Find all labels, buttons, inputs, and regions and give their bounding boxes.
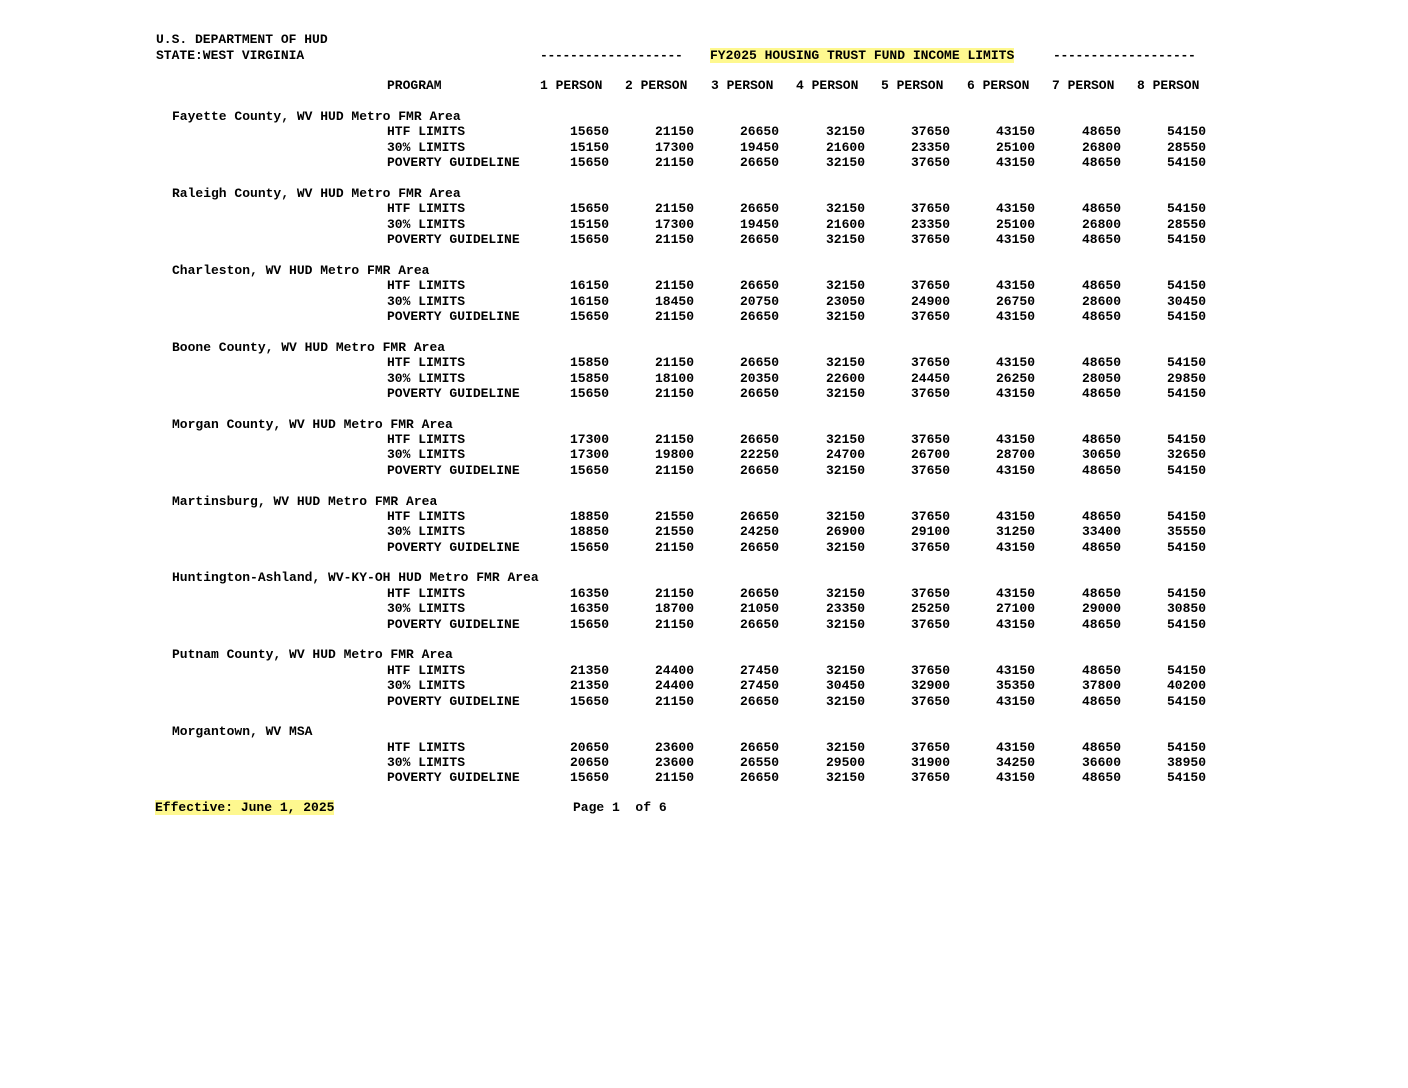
area-title: Charleston, WV HUD Metro FMR Area [172, 262, 430, 278]
limit-value: 28050 [1081, 370, 1121, 386]
limit-value: 30850 [1166, 601, 1206, 617]
limit-value: 15150 [569, 139, 609, 155]
limit-value: 15650 [569, 155, 609, 171]
limit-value: 43150 [995, 155, 1035, 171]
limit-value: 32150 [825, 385, 865, 401]
limit-value: 20650 [569, 755, 609, 770]
limit-value: 30450 [825, 678, 865, 694]
limit-value: 26700 [910, 447, 950, 463]
limit-value: 17300 [569, 432, 609, 447]
limit-value: 24700 [825, 447, 865, 463]
limit-value: 24400 [654, 662, 694, 678]
program-label: POVERTY GUIDELINE [387, 385, 520, 401]
effective-date: Effective: June 1, 2025 [155, 800, 335, 815]
limit-value: 29000 [1081, 601, 1121, 617]
limit-value: 35350 [995, 678, 1035, 694]
limit-value: 21050 [739, 601, 779, 617]
limit-value: 43150 [995, 585, 1035, 601]
limit-value: 31900 [910, 755, 950, 770]
limit-value: 32150 [825, 739, 865, 755]
limit-value: 21550 [654, 524, 694, 540]
limit-value: 43150 [995, 124, 1035, 140]
limit-value: 37650 [910, 616, 950, 632]
column-header-4-person: 4 PERSON [796, 78, 859, 93]
column-header-6-person: 6 PERSON [967, 78, 1030, 93]
limit-value: 37650 [910, 739, 950, 755]
program-label: HTF LIMITS [387, 278, 466, 294]
area-title: Morgan County, WV HUD Metro FMR Area [172, 416, 453, 432]
program-label: 30% LIMITS [387, 755, 466, 770]
limit-value: 21350 [569, 662, 609, 678]
limit-value: 48650 [1081, 232, 1121, 248]
limit-value: 25100 [995, 216, 1035, 232]
limit-value: 36600 [1081, 755, 1121, 770]
limit-value: 54150 [1166, 585, 1206, 601]
limit-value: 48650 [1081, 432, 1121, 447]
limit-value: 15850 [569, 370, 609, 386]
limit-value: 43150 [995, 693, 1035, 709]
limit-value: 32150 [825, 232, 865, 248]
limit-value: 54150 [1166, 662, 1206, 678]
program-label: HTF LIMITS [387, 739, 466, 755]
limit-value: 32150 [825, 616, 865, 632]
limit-value: 21150 [654, 585, 694, 601]
limit-value: 26650 [739, 539, 779, 555]
limit-value: 32150 [825, 355, 865, 371]
program-label: POVERTY GUIDELINE [387, 155, 520, 171]
limit-value: 16150 [569, 278, 609, 294]
limit-value: 21600 [825, 216, 865, 232]
column-header-1-person: 1 PERSON [540, 78, 603, 93]
limit-value: 26800 [1081, 139, 1121, 155]
limit-value: 21150 [654, 432, 694, 447]
limit-value: 15150 [569, 216, 609, 232]
limit-value: 21550 [654, 508, 694, 524]
title-rule-left: ------------------- [540, 48, 683, 63]
area-title: Raleigh County, WV HUD Metro FMR Area [172, 185, 461, 201]
limit-value: 54150 [1166, 232, 1206, 248]
limit-value: 15650 [569, 385, 609, 401]
limit-value: 20650 [569, 739, 609, 755]
limit-value: 54150 [1166, 739, 1206, 755]
limit-value: 54150 [1166, 539, 1206, 555]
limit-value: 43150 [995, 432, 1035, 447]
limit-value: 15650 [569, 309, 609, 324]
limit-value: 23050 [825, 293, 865, 309]
program-label: POVERTY GUIDELINE [387, 770, 520, 786]
limit-value: 29500 [825, 755, 865, 770]
limit-value: 48650 [1081, 770, 1121, 786]
limit-value: 48650 [1081, 508, 1121, 524]
limit-value: 21150 [654, 124, 694, 140]
limit-value: 30450 [1166, 293, 1206, 309]
limit-value: 48650 [1081, 278, 1121, 294]
area-title: Huntington-Ashland, WV-KY-OH HUD Metro FMR Area [172, 570, 539, 586]
limit-value: 54150 [1166, 385, 1206, 401]
limit-value: 26650 [739, 355, 779, 371]
column-header-3-person: 3 PERSON [711, 78, 774, 93]
limit-value: 43150 [995, 232, 1035, 248]
limit-value: 24900 [910, 293, 950, 309]
limit-value: 54150 [1166, 508, 1206, 524]
limit-value: 43150 [995, 201, 1035, 217]
limit-value: 21150 [654, 355, 694, 371]
limit-value: 43150 [995, 662, 1035, 678]
limit-value: 26650 [739, 385, 779, 401]
limit-value: 23600 [654, 739, 694, 755]
limit-value: 25100 [995, 139, 1035, 155]
limit-value: 48650 [1081, 385, 1121, 401]
program-label: POVERTY GUIDELINE [387, 309, 520, 324]
program-label: 30% LIMITS [387, 370, 466, 386]
limit-value: 15850 [569, 355, 609, 371]
program-label: HTF LIMITS [387, 508, 466, 524]
limit-value: 37650 [910, 662, 950, 678]
limit-value: 15650 [569, 539, 609, 555]
limit-value: 17300 [569, 447, 609, 463]
program-label: HTF LIMITS [387, 124, 466, 140]
limit-value: 26650 [739, 309, 779, 324]
limit-value: 48650 [1081, 201, 1121, 217]
limit-value: 32150 [825, 770, 865, 786]
limit-value: 37650 [910, 539, 950, 555]
limit-value: 54150 [1166, 201, 1206, 217]
program-label: 30% LIMITS [387, 139, 466, 155]
limit-value: 32150 [825, 155, 865, 171]
limit-value: 32150 [825, 693, 865, 709]
limit-value: 26650 [739, 432, 779, 447]
limit-value: 43150 [995, 739, 1035, 755]
limit-value: 26650 [739, 155, 779, 171]
limit-value: 17300 [654, 216, 694, 232]
limit-value: 15650 [569, 124, 609, 140]
limit-value: 26650 [739, 508, 779, 524]
program-label: HTF LIMITS [387, 432, 466, 447]
limit-value: 37650 [910, 585, 950, 601]
limit-value: 43150 [995, 508, 1035, 524]
limit-value: 26900 [825, 524, 865, 540]
limit-value: 16150 [569, 293, 609, 309]
limit-value: 32150 [825, 462, 865, 478]
limit-value: 26650 [739, 124, 779, 140]
area-title: Putnam County, WV HUD Metro FMR Area [172, 647, 453, 663]
limit-value: 37650 [910, 770, 950, 786]
limit-value: 54150 [1166, 616, 1206, 632]
area-title: Morgantown, WV MSA [172, 724, 313, 740]
state-name: STATE:WEST VIRGINIA [156, 48, 305, 63]
program-label: HTF LIMITS [387, 355, 466, 371]
limit-value: 25250 [910, 601, 950, 617]
limit-value: 17300 [654, 139, 694, 155]
limit-value: 54150 [1166, 124, 1206, 140]
limit-value: 32150 [825, 124, 865, 140]
limit-value: 28550 [1166, 139, 1206, 155]
limit-value: 26550 [739, 755, 779, 770]
limit-value: 21150 [654, 693, 694, 709]
limit-value: 54150 [1166, 432, 1206, 447]
limit-value: 48650 [1081, 585, 1121, 601]
limit-value: 26650 [739, 693, 779, 709]
limit-value: 37650 [910, 432, 950, 447]
limit-value: 26650 [739, 232, 779, 248]
limit-value: 32150 [825, 278, 865, 294]
limit-value: 48650 [1081, 462, 1121, 478]
page-number: Page 1 of 6 [573, 800, 667, 815]
limit-value: 19800 [654, 447, 694, 463]
limit-value: 18700 [654, 601, 694, 617]
limit-value: 21150 [654, 155, 694, 171]
limit-value: 32150 [825, 201, 865, 217]
area-title: Martinsburg, WV HUD Metro FMR Area [172, 493, 438, 509]
limit-value: 37650 [910, 124, 950, 140]
limit-value: 18850 [569, 508, 609, 524]
column-header-2-person: 2 PERSON [625, 78, 688, 93]
program-label: 30% LIMITS [387, 524, 466, 540]
agency-name: U.S. DEPARTMENT OF HUD [156, 32, 328, 47]
limit-value: 54150 [1166, 155, 1206, 171]
limit-value: 23350 [910, 216, 950, 232]
program-label: HTF LIMITS [387, 201, 466, 217]
limit-value: 26650 [739, 770, 779, 786]
limit-value: 43150 [995, 309, 1035, 324]
limit-value: 26650 [739, 585, 779, 601]
limit-value: 15650 [569, 462, 609, 478]
limit-value: 34250 [995, 755, 1035, 770]
limit-value: 15650 [569, 201, 609, 217]
program-label: HTF LIMITS [387, 662, 466, 678]
limit-value: 19450 [739, 216, 779, 232]
limit-value: 15650 [569, 770, 609, 786]
limit-value: 26650 [739, 201, 779, 217]
limit-value: 26800 [1081, 216, 1121, 232]
limit-value: 32150 [825, 432, 865, 447]
limit-value: 23350 [825, 601, 865, 617]
limit-value: 37650 [910, 693, 950, 709]
limit-value: 27450 [739, 678, 779, 694]
limit-value: 37650 [910, 201, 950, 217]
limit-value: 32150 [825, 309, 865, 324]
limit-value: 21150 [654, 201, 694, 217]
program-column-header: PROGRAM [387, 78, 442, 93]
limit-value: 32150 [825, 508, 865, 524]
limit-value: 33400 [1081, 524, 1121, 540]
limit-value: 26650 [739, 616, 779, 632]
limit-value: 21150 [654, 232, 694, 248]
limit-value: 30650 [1081, 447, 1121, 463]
limit-value: 31250 [995, 524, 1035, 540]
limit-value: 48650 [1081, 155, 1121, 171]
limit-value: 21150 [654, 616, 694, 632]
program-label: 30% LIMITS [387, 601, 466, 617]
limit-value: 21600 [825, 139, 865, 155]
limit-value: 24250 [739, 524, 779, 540]
limit-value: 24400 [654, 678, 694, 694]
limit-value: 48650 [1081, 616, 1121, 632]
limit-value: 15650 [569, 693, 609, 709]
report-title: FY2025 HOUSING TRUST FUND INCOME LIMITS [710, 48, 1015, 63]
program-label: POVERTY GUIDELINE [387, 616, 520, 632]
limit-value: 26750 [995, 293, 1035, 309]
limit-value: 16350 [569, 585, 609, 601]
limit-value: 48650 [1081, 693, 1121, 709]
limit-value: 48650 [1081, 739, 1121, 755]
program-label: POVERTY GUIDELINE [387, 232, 520, 248]
limit-value: 43150 [995, 539, 1035, 555]
area-title: Fayette County, WV HUD Metro FMR Area [172, 109, 461, 124]
program-label: POVERTY GUIDELINE [387, 693, 520, 709]
program-label: 30% LIMITS [387, 216, 466, 232]
limit-value: 23350 [910, 139, 950, 155]
limit-value: 18450 [654, 293, 694, 309]
limit-value: 32150 [825, 539, 865, 555]
limit-value: 15650 [569, 616, 609, 632]
program-label: 30% LIMITS [387, 293, 466, 309]
limit-value: 26250 [995, 370, 1035, 386]
limit-value: 37650 [910, 462, 950, 478]
limit-value: 43150 [995, 616, 1035, 632]
limit-value: 26650 [739, 278, 779, 294]
limit-value: 37650 [910, 508, 950, 524]
limit-value: 54150 [1166, 355, 1206, 371]
limit-value: 20350 [739, 370, 779, 386]
limit-value: 28600 [1081, 293, 1121, 309]
program-label: 30% LIMITS [387, 678, 466, 694]
limit-value: 54150 [1166, 278, 1206, 294]
limit-value: 20750 [739, 293, 779, 309]
limit-value: 26650 [739, 462, 779, 478]
limit-value: 21350 [569, 678, 609, 694]
limit-value: 43150 [995, 355, 1035, 371]
limit-value: 43150 [995, 278, 1035, 294]
limit-value: 23600 [654, 755, 694, 770]
limit-value: 27450 [739, 662, 779, 678]
column-header-7-person: 7 PERSON [1052, 78, 1115, 93]
limit-value: 37800 [1081, 678, 1121, 694]
limit-value: 32900 [910, 678, 950, 694]
limit-value: 28550 [1166, 216, 1206, 232]
limit-value: 43150 [995, 462, 1035, 478]
program-label: 30% LIMITS [387, 447, 466, 463]
limit-value: 21150 [654, 539, 694, 555]
limit-value: 18100 [654, 370, 694, 386]
limit-value: 40200 [1166, 678, 1206, 694]
limit-value: 21150 [654, 385, 694, 401]
limit-value: 38950 [1166, 755, 1206, 770]
limit-value: 24450 [910, 370, 950, 386]
limit-value: 43150 [995, 770, 1035, 786]
limit-value: 27100 [995, 601, 1035, 617]
limit-value: 28700 [995, 447, 1035, 463]
limit-value: 19450 [739, 139, 779, 155]
limit-value: 37650 [910, 232, 950, 248]
limit-value: 37650 [910, 385, 950, 401]
limit-value: 32150 [825, 585, 865, 601]
limit-value: 48650 [1081, 539, 1121, 555]
limit-value: 37650 [910, 309, 950, 324]
limit-value: 21150 [654, 309, 694, 324]
column-header-8-person: 8 PERSON [1137, 78, 1200, 93]
limit-value: 37650 [910, 155, 950, 171]
limit-value: 37650 [910, 278, 950, 294]
limit-value: 48650 [1081, 124, 1121, 140]
limit-value: 54150 [1166, 309, 1206, 324]
limit-value: 18850 [569, 524, 609, 540]
limit-value: 16350 [569, 601, 609, 617]
limit-value: 37650 [910, 355, 950, 371]
limit-value: 48650 [1081, 355, 1121, 371]
program-label: POVERTY GUIDELINE [387, 539, 520, 555]
limit-value: 21150 [654, 462, 694, 478]
limit-value: 48650 [1081, 309, 1121, 324]
column-header-5-person: 5 PERSON [881, 78, 944, 93]
limit-value: 54150 [1166, 770, 1206, 786]
limit-value: 21150 [654, 770, 694, 786]
limit-value: 32150 [825, 662, 865, 678]
limit-value: 35550 [1166, 524, 1206, 540]
program-label: POVERTY GUIDELINE [387, 462, 520, 478]
limit-value: 32650 [1166, 447, 1206, 463]
limit-value: 48650 [1081, 662, 1121, 678]
limit-value: 22250 [739, 447, 779, 463]
limit-value: 54150 [1166, 693, 1206, 709]
limit-value: 29100 [910, 524, 950, 540]
limit-value: 22600 [825, 370, 865, 386]
program-label: HTF LIMITS [387, 585, 466, 601]
limit-value: 21150 [654, 278, 694, 294]
limit-value: 29850 [1166, 370, 1206, 386]
limit-value: 43150 [995, 385, 1035, 401]
title-rule-right: ------------------- [1053, 48, 1196, 63]
area-title: Boone County, WV HUD Metro FMR Area [172, 339, 446, 355]
limit-value: 15650 [569, 232, 609, 248]
limit-value: 54150 [1166, 462, 1206, 478]
limit-value: 26650 [739, 739, 779, 755]
